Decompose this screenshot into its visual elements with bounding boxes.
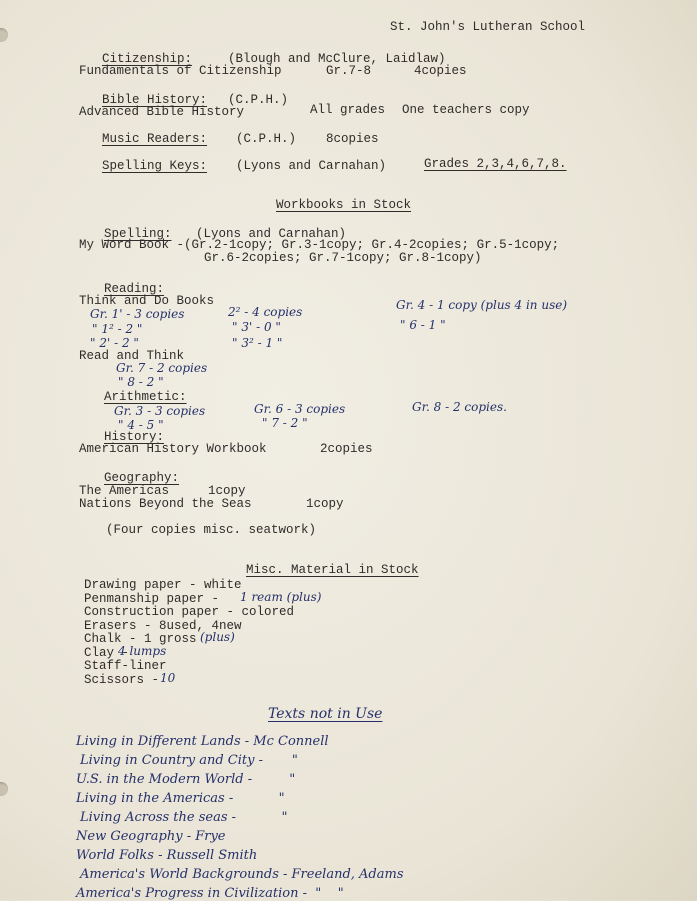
spelling-heading: Spelling: bbox=[104, 227, 172, 241]
misc-item: Construction paper - colored bbox=[84, 605, 295, 619]
punch-hole bbox=[0, 782, 8, 796]
handwritten-note: " 2' - 2 " bbox=[90, 336, 139, 350]
music-readers-publisher: (C.P.H.) bbox=[236, 132, 297, 146]
handwritten-note: " 8 - 2 " bbox=[118, 375, 164, 389]
misc-item: Drawing paper - white bbox=[84, 578, 242, 592]
spelling-line-2: Gr.6-2copies; Gr.7-1copy; Gr.8-1copy) bbox=[204, 251, 482, 265]
spelling-keys-heading: Spelling Keys: bbox=[102, 159, 208, 173]
spelling-line-1: My Word Book -(Gr.2-1copy; Gr.3-1copy; Gr.4-2copies; Gr.5-1copy; bbox=[79, 238, 560, 252]
misc-item: Staff-liner bbox=[84, 659, 167, 673]
music-readers-copies: 8copies bbox=[326, 132, 379, 146]
citizenship-heading: Citizenship: bbox=[102, 52, 193, 66]
handwritten-note: " 3' - 0 " bbox=[232, 320, 281, 334]
not-in-use-title: Texts not in Use bbox=[268, 706, 383, 722]
misc-title: Misc. Material in Stock bbox=[246, 563, 419, 577]
think-and-do-books: Think and Do Books bbox=[79, 294, 215, 308]
school-name: St. John's Lutheran School bbox=[390, 20, 586, 34]
geography-book-1: The Americas bbox=[79, 484, 170, 498]
misc-item: Chalk - 1 gross bbox=[84, 632, 197, 646]
handwritten-note: " 1² - 2 " bbox=[92, 322, 143, 336]
history-heading: History: bbox=[104, 430, 165, 444]
reading-heading: Reading: bbox=[104, 282, 165, 296]
handwritten-note: Gr. 3 - 3 copies bbox=[114, 404, 206, 418]
not-in-use-item: Living in the Americas - " bbox=[76, 791, 285, 806]
history-copies: 2copies bbox=[320, 442, 373, 456]
read-and-think: Read and Think bbox=[79, 349, 185, 363]
not-in-use-item: Living Across the seas - " bbox=[80, 810, 288, 825]
handwritten-note: " 3² - 1 " bbox=[232, 336, 283, 350]
geography-heading: Geography: bbox=[104, 471, 180, 485]
geography-book-2: Nations Beyond the Seas bbox=[79, 497, 252, 511]
history-book: American History Workbook bbox=[79, 442, 267, 456]
handwritten-note: 2² - 4 copies bbox=[228, 305, 303, 319]
geography-copies-1: 1copy bbox=[208, 484, 246, 498]
citizenship-copies: 4copies bbox=[414, 64, 467, 78]
handwritten-note: Gr. 4 - 1 copy (plus 4 in use) bbox=[396, 298, 568, 312]
workbooks-title: Workbooks in Stock bbox=[276, 198, 412, 212]
bible-history-book: Advanced Bible History bbox=[79, 105, 245, 119]
arithmetic-heading: Arithmetic: bbox=[104, 390, 187, 404]
not-in-use-item: New Geography - Frye bbox=[76, 829, 226, 844]
handwritten-note: " 7 - 2 " bbox=[262, 416, 308, 430]
punch-hole bbox=[0, 28, 8, 42]
handwritten-note: Gr. 7 - 2 copies bbox=[116, 361, 208, 375]
handwritten-note: " 6 - 1 " bbox=[400, 318, 446, 332]
misc-item: Clay - bbox=[84, 645, 130, 660]
bible-history-heading: Bible History: bbox=[102, 93, 208, 107]
handwritten-note: 1 ream (plus) bbox=[240, 589, 322, 604]
not-in-use-item: America's Progress in Civilization - " " bbox=[76, 886, 344, 901]
bible-history-grades: All grades bbox=[310, 103, 386, 117]
bible-history-publisher: (C.P.H.) bbox=[228, 93, 289, 107]
handwritten-note: Gr. 1' - 3 copies bbox=[90, 307, 185, 321]
misc-item: Scissors - bbox=[84, 672, 160, 687]
handwritten-note: 10 bbox=[160, 670, 176, 685]
not-in-use-item: Living in Country and City - " bbox=[80, 753, 298, 768]
not-in-use-item: U.S. in the Modern World - " bbox=[76, 772, 296, 787]
geography-copies-2: 1copy bbox=[306, 497, 344, 511]
spelling-keys-publisher: (Lyons and Carnahan) bbox=[236, 159, 387, 173]
handwritten-note: Gr. 8 - 2 copies. bbox=[412, 400, 507, 414]
citizenship-grades: Gr.7-8 bbox=[326, 64, 372, 78]
misc-item: Penmanship paper - bbox=[84, 591, 220, 606]
handwritten-note: 4 lumps bbox=[118, 643, 167, 658]
handwritten-note: " 4 - 5 " bbox=[118, 418, 164, 432]
seatwork-note: (Four copies misc. seatwork) bbox=[106, 523, 317, 537]
citizenship-book: Fundamentals of Citizenship bbox=[79, 64, 282, 78]
spelling-publisher: (Lyons and Carnahan) bbox=[196, 227, 347, 241]
spelling-keys-grades: Grades 2,3,4,6,7,8. bbox=[424, 157, 567, 171]
not-in-use-item: America's World Backgrounds - Freeland, Adams bbox=[80, 867, 404, 882]
not-in-use-item: Living in Different Lands - Mc Connell bbox=[76, 734, 329, 749]
citizenship-publisher: (Blough and McClure, Laidlaw) bbox=[228, 52, 446, 66]
misc-item: Erasers - 8used, 4new bbox=[84, 618, 242, 633]
handwritten-note: (plus) bbox=[200, 630, 235, 644]
music-readers-heading: Music Readers: bbox=[102, 132, 208, 146]
handwritten-note: Gr. 6 - 3 copies bbox=[254, 402, 346, 416]
not-in-use-item: World Folks - Russell Smith bbox=[76, 848, 258, 863]
bible-history-copies: One teachers copy bbox=[402, 103, 530, 117]
